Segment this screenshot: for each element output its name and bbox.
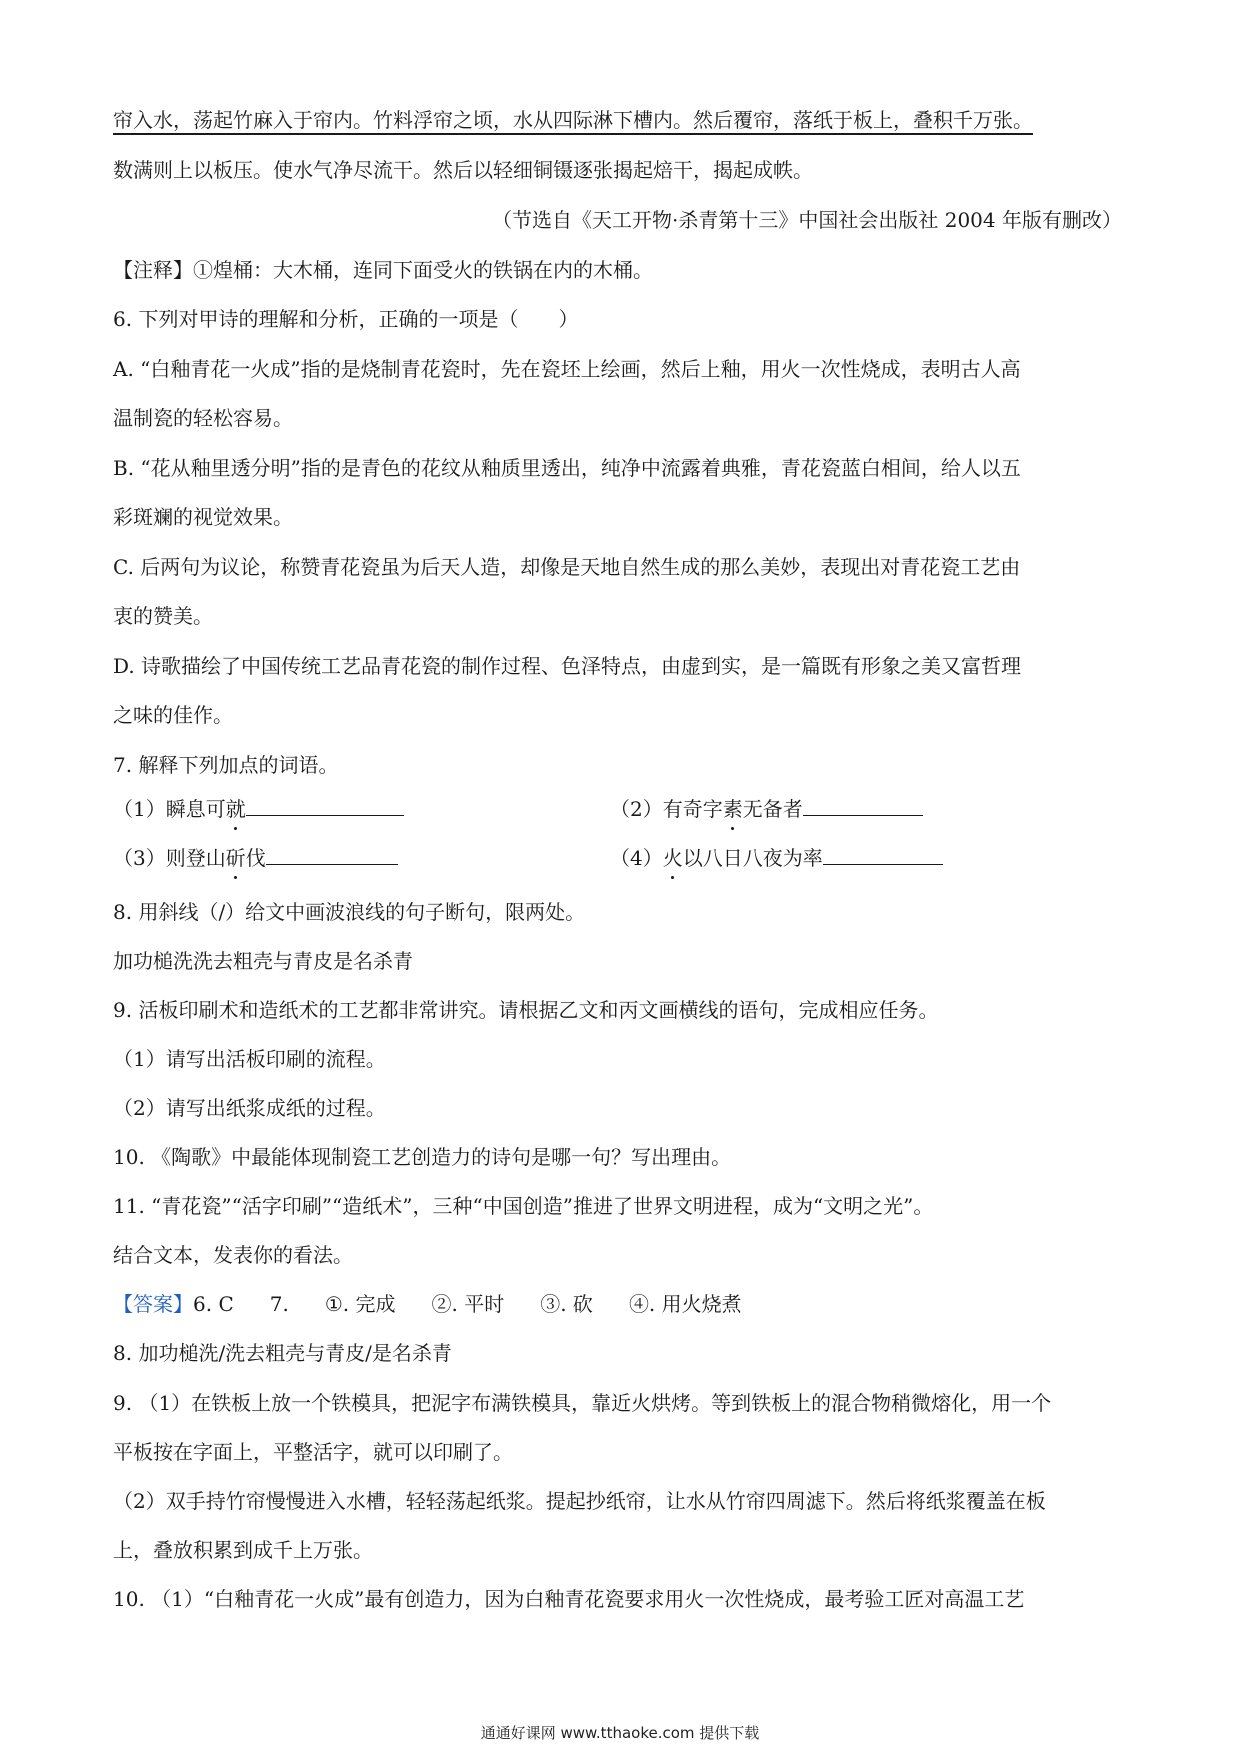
- answer-q7-3: ③. 砍: [540, 1292, 593, 1316]
- q7-item-1-dotted: 就: [225, 797, 246, 821]
- q7-item-4-blank[interactable]: [823, 842, 943, 865]
- answer-q10-line1: 10. （1）“白釉青花一火成”最有创造力，因为白釉青花瓷要求用火一次性烧成，最考验工匠对高温工艺: [113, 1587, 1025, 1611]
- answer-q7-1: ①. 完成: [324, 1292, 396, 1316]
- answer-label: 【答案】: [113, 1292, 193, 1316]
- q6-option-a-line1: A. “白釉青花一火成”指的是烧制青花瓷时，先在瓷坯上绘画，然后上釉，用火一次性烧成，表明古人高: [113, 357, 1021, 381]
- q6-option-c-line2: 衷的赞美。: [113, 604, 213, 628]
- answer-line-q6-q7: [113, 1290, 742, 1318]
- q7-item-1-text: （1）瞬息可: [113, 797, 226, 821]
- q7-item-4-text-after: 以八日八夜为率: [682, 846, 823, 870]
- answer-q7-4: ④. 用火烧煮: [628, 1292, 742, 1316]
- q6-option-d-line2: 之味的佳作。: [113, 703, 233, 727]
- q6-stem: 6. 下列对甲诗的理解和分析，正确的一项是（ ）: [113, 307, 579, 331]
- q7-item-3-text-after: 伐: [245, 846, 266, 870]
- q9-stem: 9. 活板印刷术和造纸术的工艺都非常讲究。请根据乙文和丙文画横线的语句，完成相应任务。: [113, 998, 939, 1022]
- answer-q9-2-line2: 上，叠放积累到成千上万张。: [113, 1538, 373, 1562]
- passage-line-1: 帘入水，荡起竹麻入于帘内。竹料浮帘之顷，水从四际淋下槽内。然后覆帘，落纸于板上，叠积千万张。: [113, 108, 1033, 132]
- q7-item-3: [113, 842, 398, 872]
- q7-item-4-text: （4）: [610, 846, 663, 870]
- q11-stem-line1: 11. “青花瓷”“活字印刷”“造纸术”，三种“中国创造”推进了世界文明进程，成为“文明之光”。: [113, 1194, 934, 1218]
- answer-q9-2-line1: （2）双手持竹帘慢慢进入水槽，轻轻荡起纸浆。提起抄纸帘，让水从竹帘四周滤下。然后将纸浆覆盖在板: [113, 1489, 1046, 1513]
- q9-sub-2: （2）请写出纸浆成纸的过程。: [113, 1096, 386, 1120]
- q7-item-3-dotted: 斫: [225, 846, 246, 870]
- q6-option-b-line2: 彩斑斓的视觉效果。: [113, 505, 293, 529]
- q7-item-2-text-after: 无备者: [742, 797, 803, 821]
- q9-sub-1: （1）请写出活板印刷的流程。: [113, 1047, 386, 1071]
- passage-note: 【注释】①煌桶：大木桶，连同下面受火的铁锅在内的木桶。: [113, 258, 653, 282]
- q7-item-2: [610, 793, 923, 823]
- q10-stem: 10. 《陶歌》中最能体现制瓷工艺创造力的诗句是哪一句？写出理由。: [113, 1145, 732, 1169]
- passage-source: （节选自《天工开物·杀青第十三》中国社会出版社 2004 年版有删改）: [492, 208, 1122, 232]
- q7-item-4-dotted: 火: [662, 846, 683, 870]
- answer-q7-2: ②. 平时: [431, 1292, 505, 1316]
- answer-q6: 6. C: [193, 1292, 234, 1316]
- q6-option-a-line2: 温制瓷的轻松容易。: [113, 406, 293, 430]
- q7-item-1: [113, 793, 404, 823]
- q7-item-3-blank[interactable]: [266, 842, 398, 865]
- passage-line-2: 数满则上以板压。使水气净尽流干。然后以轻细铜镊逐张揭起焙干，揭起成帙。: [113, 158, 813, 182]
- q8-sentence: 加功槌洗洗去粗壳与青皮是名杀青: [113, 949, 413, 973]
- page-footer[interactable]: 通通好课网 www.tthaoke.com 提供下载: [480, 1724, 760, 1742]
- q6-option-d-line1: D. 诗歌描绘了中国传统工艺品青花瓷的制作过程、色泽特点，由虚到实，是一篇既有形象之美又富哲理: [113, 654, 1022, 678]
- q7-item-2-text: （2）有奇字: [610, 797, 723, 821]
- q7-item-2-blank[interactable]: [803, 793, 923, 816]
- q7-item-2-dotted: 素: [722, 797, 743, 821]
- answer-q9-1-line1: 9. （1）在铁板上放一个铁模具，把泥字布满铁模具，靠近火烘烤。等到铁板上的混合物稍微熔化，用一个: [113, 1391, 1052, 1415]
- q7-item-3-text: （3）则登山: [113, 846, 226, 870]
- q6-option-c-line1: C. 后两句为议论，称赞青花瓷虽为后天人造，却像是天地自然生成的那么美妙，表现出对青花瓷工艺由: [113, 555, 1021, 579]
- q8-stem: 8. 用斜线（/）给文中画波浪线的句子断句，限两处。: [113, 900, 586, 924]
- answer-q7-number: 7.: [269, 1292, 289, 1316]
- answer-q9-1-line2: 平板按在字面上，平整活字，就可以印刷了。: [113, 1440, 513, 1464]
- q7-stem: 7. 解释下列加点的词语。: [113, 753, 339, 777]
- q11-stem-line2: 结合文本，发表你的看法。: [113, 1243, 353, 1267]
- q7-item-4: [610, 842, 943, 872]
- answer-q8: 8. 加功槌洗/洗去粗壳与青皮/是名杀青: [113, 1341, 452, 1365]
- q7-item-1-blank[interactable]: [246, 793, 404, 816]
- q6-option-b-line1: B. “花从釉里透分明”指的是青色的花纹从釉质里透出，纯净中流露着典雅，青花瓷蓝白相间，给人以五: [113, 456, 1021, 480]
